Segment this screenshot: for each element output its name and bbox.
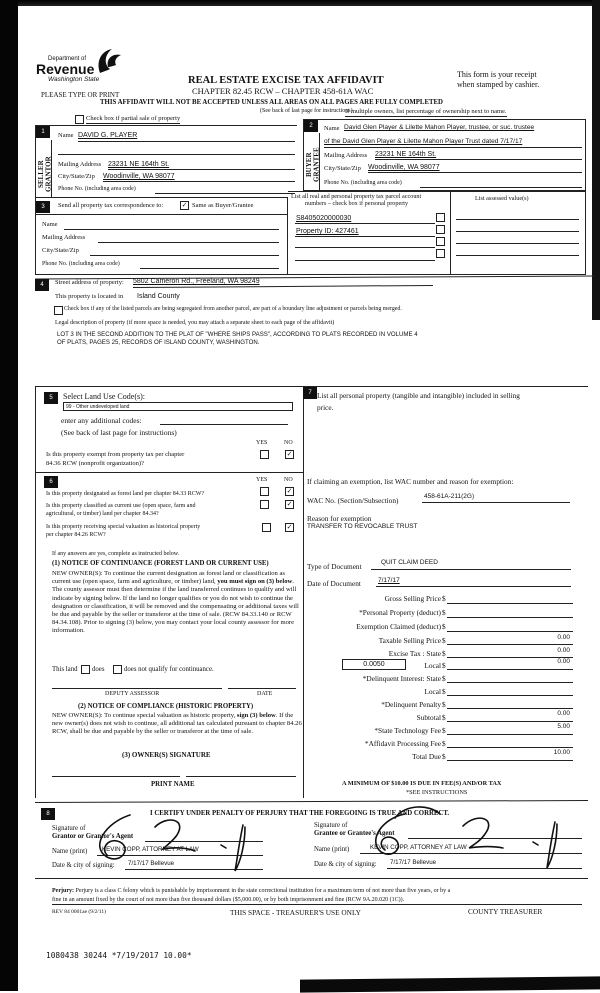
designation-no-header: NO [284, 477, 293, 483]
historic-yes-checkbox[interactable] [262, 523, 271, 532]
tax-value-processing-fee[interactable] [447, 747, 573, 748]
owner-signature-line-1[interactable] [52, 776, 180, 777]
deputy-assessor-signature-line[interactable] [52, 688, 222, 689]
tax-value-delinquent-local[interactable] [447, 695, 573, 696]
tax-value-gross[interactable] [447, 603, 573, 604]
segregated-label: Check box if any of the listed parcels are being segregated from another parcel, are part of a boundary line adjustment or parcels being merged. [64, 306, 402, 312]
perjury-certification: I CERTIFY UNDER PENALTY OF PERJURY THAT THE FOREGOING IS TRUE AND CORRECT. [150, 810, 450, 817]
land-use-label: Select Land Use Code(s): [63, 392, 145, 401]
buyer-side-divider [319, 133, 320, 191]
tax-value-state-excise[interactable]: 0.00 [557, 647, 570, 654]
tax-line-subtotal [447, 721, 573, 722]
forest-question: Is this property designated as forest land per chapter 84.33 RCW? [46, 491, 205, 497]
see-instructions-note: *SEE INSTRUCTIONS [406, 789, 468, 796]
segregated-checkbox[interactable] [54, 306, 63, 315]
section-5-badge: 5 [44, 392, 58, 404]
assessor-date-line[interactable] [228, 688, 296, 689]
dollar-sign: $ [442, 713, 446, 722]
additional-codes-field[interactable] [160, 424, 288, 425]
document-type-line [371, 569, 571, 570]
section-2-badge: 2 [304, 120, 318, 132]
parcel-personal-checkbox-4[interactable] [436, 249, 445, 258]
parcel-line-1 [295, 223, 435, 224]
street-field[interactable]: 5802 Cameron Rd., Freeland, WA 98249 [133, 278, 260, 285]
seller-side-label: SELLER GRANTOR [37, 156, 53, 192]
seller-mailing-label: Mailing Address [58, 161, 102, 168]
scan-edge-top [0, 0, 600, 6]
legal-description-1: LOT 3 IN THE SECOND ADDITION TO THE PLAT OF "WHERE SHIPS PASS", ACCORDING TO PLATS RECORDED IN VOLUME 4 [57, 331, 418, 338]
buyer-phone-label: Phone No. (including area code) [324, 180, 402, 186]
corr-name-label: Name [42, 221, 58, 228]
grantee-date-field[interactable]: 7/17/17 Bellevue [390, 859, 437, 866]
legal-label: Legal description of property (if more space is needed, you may attach a separate sheet to each page of the affidavit) [55, 320, 335, 326]
section-6-rule [35, 472, 303, 473]
section-4-badge: 4 [35, 279, 49, 291]
tax-label-state-excise: Excise Tax : State [388, 649, 441, 658]
buyer-phone-field[interactable] [420, 187, 582, 188]
dollar-sign: $ [442, 752, 446, 761]
scan-edge-bottom [300, 976, 600, 992]
corr-name-field[interactable] [64, 229, 279, 230]
additional-codes-label: enter any additional codes: [61, 416, 142, 425]
receipt-note-2: when stamped by cashier. [457, 80, 540, 89]
buyer-mailing-label: Mailing Address [324, 152, 368, 159]
tax-value-tech-fee[interactable]: 5.00 [557, 723, 570, 730]
current-use-no-checkbox[interactable]: ✓ [286, 500, 293, 508]
scan-edge-right [592, 0, 600, 320]
logo-line2: Revenue [36, 61, 95, 77]
minimum-due-note: A MINIMUM OF $10.00 IS DUE IN FEE(S) AND/OR TAX [342, 780, 502, 787]
tax-value-exemption[interactable] [447, 631, 573, 632]
corr-phone-label: Phone No. (including area code) [42, 261, 120, 267]
section-6-badge: 6 [44, 476, 58, 488]
dollar-sign: $ [442, 594, 446, 603]
dollar-sign: $ [442, 739, 446, 748]
dollar-sign: $ [442, 674, 446, 683]
historic-question-1: Is this property receiving special valuation as historical property [46, 524, 201, 530]
perjury-text-1: Perjury: Perjury is a class C felony which is punishable by imprisonment in the state correctional institution for a maximum term of not more than five years, or by a [52, 888, 451, 894]
form-title: REAL ESTATE EXCISE TAX AFFIDAVIT [188, 75, 384, 86]
tax-value-local-excise[interactable]: 0.00 [557, 658, 570, 665]
wac-field[interactable]: 458-61A-211(2G) [424, 493, 475, 500]
seller-name-label: Name [58, 132, 74, 139]
exemption-claim-label: If claiming an exemption, list WAC number and reason for exemption: [307, 477, 514, 486]
corr-city-label: City/State/Zip [42, 247, 79, 254]
exempt-question-1: Is this property exempt from property tax per chapter [46, 451, 185, 458]
land-use-see-back: (See back of last page for instructions) [61, 428, 177, 437]
assessed-header: List assessed value(s) [475, 195, 529, 202]
grantor-date-label: Date & city of signing: [52, 862, 115, 869]
land-use-no-header: NO [284, 440, 293, 446]
multiple-owners-note: If multiple owners, list percentage of ownership next to name. [345, 108, 507, 115]
parcel-header-1: List all real and personal property tax parcel account [291, 193, 422, 200]
correspondence-divider [35, 214, 288, 215]
grantor-date-field[interactable]: 7/17/17 Bellevue [128, 860, 175, 867]
designation-yes-header: YES [256, 477, 268, 483]
acceptance-warning: THIS AFFIDAVIT WILL NOT BE ACCEPTED UNLESS ALL AREAS ON ALL PAGES ARE FULLY COMPLETED [100, 99, 443, 106]
seller-phone-field[interactable] [155, 193, 295, 194]
parcel-divider [450, 191, 451, 275]
county-value: Island County [137, 293, 180, 300]
seller-city-line [103, 181, 295, 182]
forest-no-checkbox[interactable]: ✓ [286, 487, 293, 495]
grantee-date-label: Date & city of signing: [314, 861, 377, 868]
corr-mailing-label: Mailing Address [42, 234, 86, 241]
corr-phone-field[interactable] [140, 268, 279, 269]
perjury-bottom-rule [52, 904, 582, 905]
parcel-personal-checkbox-3[interactable] [436, 237, 445, 246]
buyer-mailing-field[interactable]: 23231 NE 164th St. [375, 151, 437, 158]
personal-property-label-1: List all personal property (tangible and intangible) included in selling [317, 391, 520, 400]
parcel-number-4[interactable] [295, 260, 435, 261]
buyer-name-field-1[interactable]: David Glen Player & Lilette Mahon Player, trustee, or suc. trustee [344, 124, 535, 131]
grantee-name-field[interactable]: KEVIN COPP, ATTORNEY AT LAW [370, 844, 467, 851]
parcel-header-2: numbers – check box if personal property [305, 200, 409, 207]
lower-left-border [35, 386, 36, 798]
seller-city-field[interactable]: Woodinville, WA 98077 [103, 173, 175, 180]
assessed-value-3[interactable] [456, 243, 579, 244]
notice-continuance-title: (1) NOTICE OF CONTINUANCE (FOREST LAND OR CURRENT USE) [52, 560, 269, 567]
does-not-label: does not qualify for continuance. [124, 666, 214, 673]
grantee-sig-label-2: Grantee or Grantee's Agent [314, 830, 395, 837]
document-type-field[interactable]: QUIT CLAIM DEED [381, 559, 438, 566]
seller-phone-label: Phone No. (including area code) [58, 186, 136, 192]
section-1-badge: 1 [36, 126, 50, 138]
owner-signature-title: (3) OWNER(S) SIGNATURE [122, 751, 211, 759]
tax-line-local-excise [447, 669, 573, 670]
this-land-label: This land [52, 666, 78, 673]
form-number: REV 84 0001ae (9/2/11) [52, 909, 106, 915]
tax-label-delinquent-local: Local [424, 687, 441, 696]
grantee-sig-label-1: Signature of [314, 822, 348, 829]
personal-property-label-2: price. [317, 403, 334, 412]
if-yes-note: If any answers are yes, complete as instructed below. [52, 551, 180, 557]
seller-name-line-2 [58, 154, 295, 155]
tax-label-personal-property: *Personal Property (deduct) [359, 608, 441, 617]
does-not-qualify-checkbox[interactable] [113, 665, 122, 674]
tax-label-tech-fee: *State Technology Fee [374, 726, 441, 735]
notice-compliance-text: NEW OWNER(S): To continue special valuation as historic property, sign (3) below. If the new owner(s) does not wish to continue, all additional tax calculated pursuant to chapter 84.26 RCW, shall be due and payable by the seller or transferor at the time of sale. [52, 712, 302, 735]
tax-label-local-excise: Local [424, 661, 441, 670]
parcel-number-3[interactable] [295, 247, 435, 248]
dollar-sign: $ [442, 661, 446, 670]
buyer-city-line [368, 172, 582, 173]
corr-mailing-field[interactable] [98, 242, 279, 243]
tax-label-subtotal: Subtotal [416, 713, 441, 722]
land-use-select[interactable]: 99 - Other undeveloped land [63, 402, 293, 411]
does-qualify-checkbox[interactable] [81, 665, 90, 674]
assessed-value-2[interactable] [456, 231, 579, 232]
notice-compliance-title: (2) NOTICE OF COMPLIANCE (HISTORIC PROPERTY) [78, 703, 254, 710]
street-label: Street address of property: [55, 279, 124, 286]
notice-continuance-text: NEW OWNER(S): To continue the current designation as forest land or classification as current use (open space, farm and agriculture, or timber) land, you must sign on (3) below. The county assessor must then determine if the land transferred continues to qualify and will indicate by signing below. If the land no longer qualifies or you do not wish to continue the designation or classification, it will be removed and the compensating or additional taxes will be due and payable by the seller or transferor at the time of sale. (RCW 84.33.140 or RCW 84.34.108). Prior to signing (3) below, you may contact your local county assessor for more information. [52, 570, 299, 635]
deputy-assessor-label: DEPUTY ASSESSOR [105, 691, 160, 697]
dollar-sign: $ [442, 687, 446, 696]
logo-line3: Washington State [48, 76, 100, 83]
section-7-badge: 7 [303, 387, 317, 399]
parcel-line-2 [295, 236, 435, 237]
tax-line-taxable [447, 644, 573, 645]
exempt-no-checkbox[interactable]: ✓ [286, 450, 293, 458]
parcel-personal-checkbox-2[interactable] [436, 225, 445, 234]
seller-side-divider [51, 140, 52, 197]
located-label: This property is located in [55, 293, 124, 300]
historic-no-checkbox[interactable]: ✓ [286, 523, 293, 531]
tax-label-total-due: Total Due [412, 752, 441, 761]
scan-edge-left [0, 0, 18, 991]
grantee-signature [345, 800, 595, 875]
partial-sale-checkbox[interactable] [75, 115, 84, 124]
perjury-text-2: fine in an amount fixed by the court of not more than five thousand dollars ($5,000.00), or by both imprisonment and fine (RCW 9A.20.020 (1C)). [52, 897, 405, 903]
buyer-name-field-2[interactable]: of the David Glen Player & Lilette Mahon Player Trust dated 7/17/17 [324, 138, 523, 145]
dollar-sign: $ [442, 622, 446, 631]
buyer-name-label: Name [324, 125, 340, 132]
current-use-question-2: agricultural, or timber) land per chapter 84.34? [46, 511, 159, 517]
wac-label: WAC No. (Section/Subsection) [307, 496, 399, 505]
perjury-top-rule [35, 878, 588, 879]
tax-line-tech-fee [447, 734, 573, 735]
parcel-personal-checkbox-1[interactable] [436, 213, 445, 222]
document-type-label: Type of Document [307, 562, 362, 571]
grantor-sig-label-2: Grantor or Grantor's Agent [52, 833, 134, 840]
dor-logo [36, 47, 126, 83]
tax-value-delinquent-state[interactable] [447, 682, 573, 683]
current-use-yes-checkbox[interactable] [260, 500, 269, 509]
tax-label-delinquent-penalty: *Delinquent Penalty [381, 700, 441, 709]
section-3-badge: 3 [36, 201, 50, 213]
dollar-sign: $ [442, 700, 446, 709]
county-treasurer: COUNTY TREASURER [468, 907, 543, 916]
treasurer-stamp: 1080438 30244 *7/19/2017 10.00* [46, 951, 192, 960]
seller-name-line [78, 141, 295, 142]
grantee-name-label: Name (print) [314, 846, 350, 853]
please-type: PLEASE TYPE OR PRINT [41, 91, 120, 99]
dollar-sign: $ [442, 649, 446, 658]
grantor-signature [85, 805, 285, 880]
land-use-yes-header: YES [256, 440, 268, 446]
treasurer-use-only: THIS SPACE - TREASURER'S USE ONLY [230, 908, 361, 917]
correspondence-label: Send all property tax correspondence to: [58, 202, 164, 209]
buyer-city-label: City/State/Zip [324, 165, 361, 172]
historic-question-2: per chapter 84.26 RCW? [46, 532, 106, 538]
grantor-sig-label-1: Signature of [52, 825, 86, 832]
assessor-date-label: DATE [257, 691, 273, 697]
does-label: does [92, 666, 105, 673]
exemption-reason-label: Reason for exemption [307, 514, 372, 523]
tax-line-total-due [447, 760, 573, 761]
document-date-field[interactable]: 7/17/17 [378, 577, 400, 584]
seller-mailing-field[interactable]: 23231 NE 164th St. [108, 161, 170, 168]
logo-line1: Department of [48, 56, 87, 62]
buyer-name-line-2 [324, 147, 582, 148]
tax-label-processing-fee: *Affidavit Processing Fee [364, 739, 441, 748]
print-name-label: PRINT NAME [151, 781, 195, 788]
tax-value-taxable[interactable]: 0.00 [557, 634, 570, 641]
receipt-note-1: This form is your receipt [457, 70, 537, 79]
grantor-name-label: Name (print) [52, 848, 88, 855]
tax-label-exemption: Exemption Claimed (deduct) [356, 622, 441, 631]
assessed-value-4[interactable] [456, 255, 579, 256]
seller-name-field[interactable]: DAVID G. PLAYER [78, 132, 138, 139]
tax-line-state-excise [447, 657, 573, 658]
forest-yes-checkbox[interactable] [260, 487, 269, 496]
partial-sale-label: Check box if partial sale of property [86, 115, 181, 122]
owner-signature-line-2[interactable] [186, 776, 296, 777]
corr-city-field[interactable] [90, 255, 279, 256]
tax-value-total-due[interactable]: 10.00 [553, 749, 570, 756]
exemption-reason-field[interactable]: TRANSFER TO REVOCABLE TRUST [307, 523, 418, 530]
same-as-buyer-checkbox[interactable]: ✓ [181, 201, 188, 209]
exempt-yes-checkbox[interactable] [260, 450, 269, 459]
instructions-note: (See back of last page for instructions) [260, 108, 353, 114]
same-as-buyer-label: Same as Buyer/Grantee [192, 202, 254, 209]
tax-label-taxable: Taxable Selling Price [378, 636, 441, 645]
dollar-sign: $ [442, 608, 446, 617]
street-line [133, 285, 433, 288]
wac-line [422, 502, 570, 503]
tax-value-subtotal[interactable]: 0.00 [557, 710, 570, 717]
exempt-question-2: 84.36 RCW (nonprofit organization)? [46, 460, 144, 467]
assessed-value-1[interactable] [456, 219, 579, 220]
parcel-number-1[interactable]: S8405020000030 [296, 215, 352, 222]
dollar-sign: $ [442, 726, 446, 735]
form-subtitle: CHAPTER 82.45 RCW – CHAPTER 458-61A WAC [192, 86, 374, 96]
grantor-name-field[interactable]: KEVIN COPP, ATTORNEY AT LAW [102, 846, 199, 853]
document-date-line [376, 586, 571, 587]
lower-center-divider [303, 386, 304, 798]
buyer-side-label: BUYER GRANTEE [305, 147, 321, 183]
local-rate-box[interactable]: 0.0050 [342, 659, 406, 670]
tax-label-delinquent-state: *Delinquent Interest: State [362, 674, 441, 683]
section-8-badge: 8 [41, 808, 55, 820]
parcel-number-2[interactable]: Property ID: 427461 [296, 228, 359, 235]
seller-mailing-line [108, 169, 295, 170]
current-use-question-1: Is this property classified as current use (open space, farm and [46, 503, 196, 509]
dollar-sign: $ [442, 636, 446, 645]
tax-label-gross: Gross Selling Price [384, 594, 441, 603]
tax-value-personal-property[interactable] [447, 617, 573, 618]
logo-wave-icon [94, 47, 124, 77]
buyer-city-field[interactable]: Woodinville, WA 98077 [368, 164, 440, 171]
document-date-label: Date of Document [307, 579, 361, 588]
seller-city-label: City/State/Zip [58, 173, 95, 180]
tax-value-delinquent-penalty[interactable] [447, 708, 573, 709]
legal-description-2: OF PLATS, PAGES 25, RECORDS OF ISLAND COUNTY, WASHINGTON. [57, 339, 260, 346]
buyer-mailing-line [375, 159, 582, 160]
